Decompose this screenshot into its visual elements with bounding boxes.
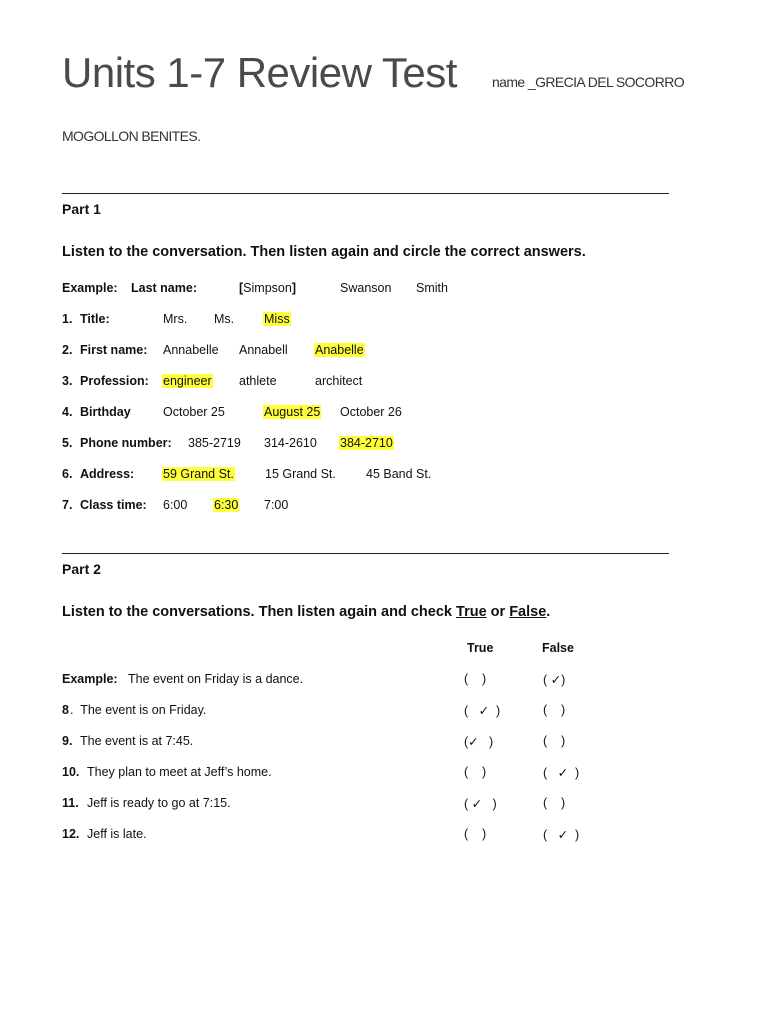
true-checkbox: ( ) bbox=[464, 765, 487, 779]
answer-option: 314-2610 bbox=[264, 436, 317, 450]
item-number: 8 bbox=[62, 703, 69, 717]
answer-option: athlete bbox=[239, 374, 277, 388]
column-header-false: False bbox=[542, 641, 574, 655]
part2-instruction: Listen to the conversations. Then listen again and check True or False. bbox=[62, 604, 551, 620]
answer-option: architect bbox=[315, 374, 363, 388]
page-title: Units 1-7 Review Test bbox=[62, 49, 457, 96]
item-number: 4. bbox=[62, 405, 73, 419]
statement-text: Jeff is late. bbox=[87, 827, 147, 841]
statement-text: Jeff is ready to go at 7:15. bbox=[87, 796, 231, 810]
answer-option: 7:00 bbox=[264, 498, 289, 512]
item-label: Profession: bbox=[80, 374, 149, 388]
student-name-continued: MOGOLLON BENITES. bbox=[62, 128, 201, 144]
answer-option: Ms. bbox=[214, 312, 235, 326]
true-checkbox: ( ✓ ) bbox=[464, 704, 501, 718]
answer-option: 15 Grand St. bbox=[265, 467, 336, 481]
item-number: 10. bbox=[62, 765, 80, 779]
answer-option: 45 Band St. bbox=[366, 467, 432, 481]
item-label: Class time: bbox=[80, 498, 147, 512]
part1-heading: Part 1 bbox=[62, 201, 101, 217]
answer-option: Mrs. bbox=[163, 312, 188, 326]
example-field-label: Last name: bbox=[131, 281, 197, 295]
item-number: 9. bbox=[62, 734, 73, 748]
statement-text: They plan to meet at Jeff’s home. bbox=[87, 765, 272, 779]
statement-text: The event on Friday is a dance. bbox=[128, 672, 304, 686]
answer-option: 6:00 bbox=[163, 498, 188, 512]
item-number: 12. bbox=[62, 827, 80, 841]
answer-option: Annabelle bbox=[163, 343, 219, 357]
item-number: 6. bbox=[62, 467, 73, 481]
true-checkbox: ( ) bbox=[464, 827, 487, 841]
example-label: Example: bbox=[62, 672, 118, 686]
answer-option-highlighted: 59 Grand St. bbox=[163, 467, 234, 481]
false-checkbox: ( ✓ ) bbox=[543, 828, 580, 842]
answer-option: 385-2719 bbox=[188, 436, 241, 450]
part1-instruction: Listen to the conversation. Then listen again and circle the correct answers. bbox=[62, 244, 586, 260]
true-checkbox: ( ) bbox=[464, 672, 487, 686]
false-checkbox: ( ✓) bbox=[543, 673, 566, 687]
answer-option: October 26 bbox=[340, 405, 402, 419]
answer-option-highlighted: 384-2710 bbox=[340, 436, 393, 450]
true-checkbox: (✓ ) bbox=[464, 735, 494, 749]
divider-line bbox=[62, 193, 669, 194]
answer-option: Annabell bbox=[239, 343, 288, 357]
answer-option-highlighted: August 25 bbox=[264, 405, 321, 419]
item-label: Birthday bbox=[80, 405, 131, 419]
answer-option-highlighted: 6:30 bbox=[214, 498, 239, 512]
column-header-true: True bbox=[467, 641, 494, 655]
answer-option-highlighted: engineer bbox=[163, 374, 212, 388]
item-label: First name: bbox=[80, 343, 148, 357]
false-checkbox: ( ) bbox=[543, 703, 566, 717]
example-label: Example: bbox=[62, 281, 118, 295]
true-checkbox: ( ✓ ) bbox=[464, 797, 497, 811]
item-number: 11. bbox=[62, 796, 79, 810]
statement-text: . The event is on Friday. bbox=[70, 703, 207, 717]
item-number: 1. bbox=[62, 312, 73, 326]
false-checkbox: ( ) bbox=[543, 796, 566, 810]
student-name-label: name _GRECIA DEL SOCORRO bbox=[492, 74, 685, 90]
answer-option-highlighted: Miss bbox=[264, 312, 290, 326]
answer-option-highlighted: Anabelle bbox=[315, 343, 364, 357]
divider-line bbox=[62, 553, 669, 554]
example-option: Swanson bbox=[340, 281, 392, 295]
part2-heading: Part 2 bbox=[62, 561, 101, 577]
answer-option: October 25 bbox=[163, 405, 225, 419]
item-number: 2. bbox=[62, 343, 73, 357]
item-label: Phone number: bbox=[80, 436, 172, 450]
statement-text: The event is at 7:45. bbox=[80, 734, 194, 748]
item-label: Address: bbox=[80, 467, 135, 481]
item-number: 5. bbox=[62, 436, 73, 450]
item-number: 7. bbox=[62, 498, 73, 512]
item-number: 3. bbox=[62, 374, 73, 388]
false-checkbox: ( ) bbox=[543, 734, 566, 748]
example-answer: [Simpson] bbox=[239, 281, 296, 295]
example-option: Smith bbox=[416, 281, 448, 295]
item-label: Title: bbox=[80, 312, 110, 326]
false-checkbox: ( ✓ ) bbox=[543, 766, 580, 780]
